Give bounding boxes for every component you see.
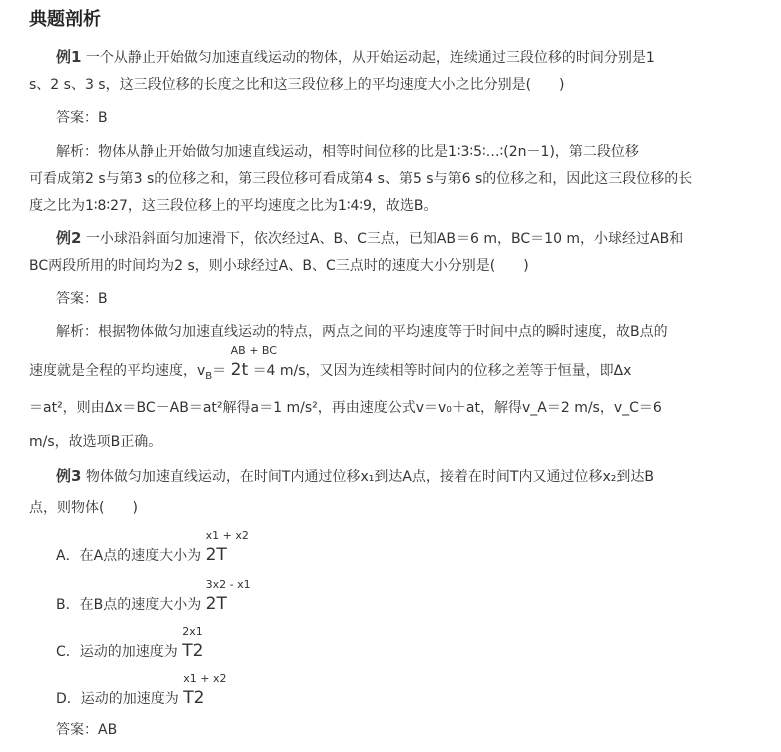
example-2-question-text: 一小球沿斜面匀加速滑下，依次经过A、B、C三点，已知AB＝6 m，BC＝10 m，小球经过AB和 bbox=[85, 231, 684, 247]
example-3-label: 例3 bbox=[56, 467, 82, 485]
example-1-label: 例1 bbox=[56, 48, 82, 66]
fraction-numerator: 3x2 - x1 bbox=[205, 578, 251, 591]
example-1-question-line-1 bbox=[56, 47, 655, 68]
example-2-question-line-2: BC两段所用的时间均为2 s，则小球经过A、B、C三点时的速度大小分别是( ) bbox=[29, 258, 529, 274]
fraction-numerator: 2x1 bbox=[182, 625, 203, 638]
fraction-denominator: 2T bbox=[205, 594, 227, 614]
example-2-analysis-line-2 bbox=[29, 344, 632, 387]
example-1-question-line-2: s、2 s、3 s，这三段位移的长度之比和这三段位移上的平均速度大小之比分别是( ) bbox=[29, 77, 565, 93]
option-b-fraction bbox=[205, 578, 251, 615]
fraction-numerator: x1 + x2 bbox=[183, 672, 227, 685]
equals-sign: ＝ bbox=[212, 363, 227, 379]
option-c bbox=[56, 625, 204, 662]
example-3-answer: 答案：AB bbox=[56, 722, 118, 738]
fraction-denominator: 2t bbox=[230, 360, 249, 380]
fraction-numerator: AB + BC bbox=[230, 344, 277, 357]
option-a bbox=[56, 529, 249, 566]
example-1-analysis-line-1: 解析：物体从静止开始做匀加速直线运动，相等时间位移的比是1∶3∶5∶…∶(2n－1)，第二段位移 bbox=[56, 144, 639, 160]
example-2-analysis-line-3: ＝at²，则由Δx＝BC－AB＝at²解得a＝1 m/s²，再由速度公式v＝v₀＋at，解得v_A＝2 m/s，v_C＝6 bbox=[29, 400, 662, 416]
analysis-text: ＝4 m/s，又因为连续相等时间内的位移之差等于恒量，即Δx bbox=[252, 363, 632, 379]
example-3-question-text: 物体做匀加速直线运动，在时间T内通过位移x₁到达A点，接着在时间T内又通过位移x₂到达B bbox=[85, 469, 654, 485]
option-a-fraction bbox=[205, 529, 249, 566]
fraction-denominator: 2T bbox=[205, 545, 227, 565]
example-2-question-line-1 bbox=[56, 228, 683, 249]
option-d bbox=[56, 672, 227, 709]
example-3-question-line-1 bbox=[56, 466, 654, 487]
example-2-answer: 答案：B bbox=[56, 291, 108, 307]
fraction-numerator: x1 + x2 bbox=[205, 529, 249, 542]
option-b bbox=[56, 578, 251, 615]
example-1-analysis-line-3: 度之比为1∶8∶27，这三段位移上的平均速度之比为1∶4∶9，故选B。 bbox=[29, 198, 438, 214]
subscript: B bbox=[205, 370, 213, 382]
example-1-question-text: 一个从静止开始做匀加速直线运动的物体，从开始运动起，连续通过三段位移的时间分别是1 bbox=[85, 50, 655, 66]
example-1-analysis-line-2: 可看成第2 s与第3 s的位移之和，第三段位移可看成第4 s、第5 s与第6 s的位移之和，因此这三段位移的长 bbox=[29, 171, 693, 187]
fraction-denominator: T2 bbox=[183, 688, 205, 708]
example-2-analysis-line-4: m/s，故选项B正确。 bbox=[29, 434, 163, 450]
example-1-answer: 答案：B bbox=[56, 110, 108, 126]
example-2-label: 例2 bbox=[56, 229, 82, 247]
fraction-denominator: T2 bbox=[182, 641, 204, 661]
option-c-fraction bbox=[182, 625, 204, 662]
option-text: B．在B点的速度大小为 bbox=[56, 597, 202, 613]
section-title: 典题剖析 bbox=[29, 9, 101, 30]
analysis-text: 速度就是全程的平均速度，v bbox=[29, 363, 206, 379]
option-text: C．运动的加速度为 bbox=[56, 644, 178, 660]
option-text: A．在A点的速度大小为 bbox=[56, 548, 202, 564]
fraction-vb bbox=[230, 344, 277, 381]
option-d-fraction bbox=[183, 672, 227, 709]
example-2-analysis-line-1: 解析：根据物体做匀加速直线运动的特点，两点之间的平均速度等于时间中点的瞬时速度，故B点的 bbox=[56, 324, 668, 340]
option-text: D．运动的加速度为 bbox=[56, 691, 179, 707]
example-3-question-line-2: 点，则物体( ) bbox=[29, 500, 138, 516]
